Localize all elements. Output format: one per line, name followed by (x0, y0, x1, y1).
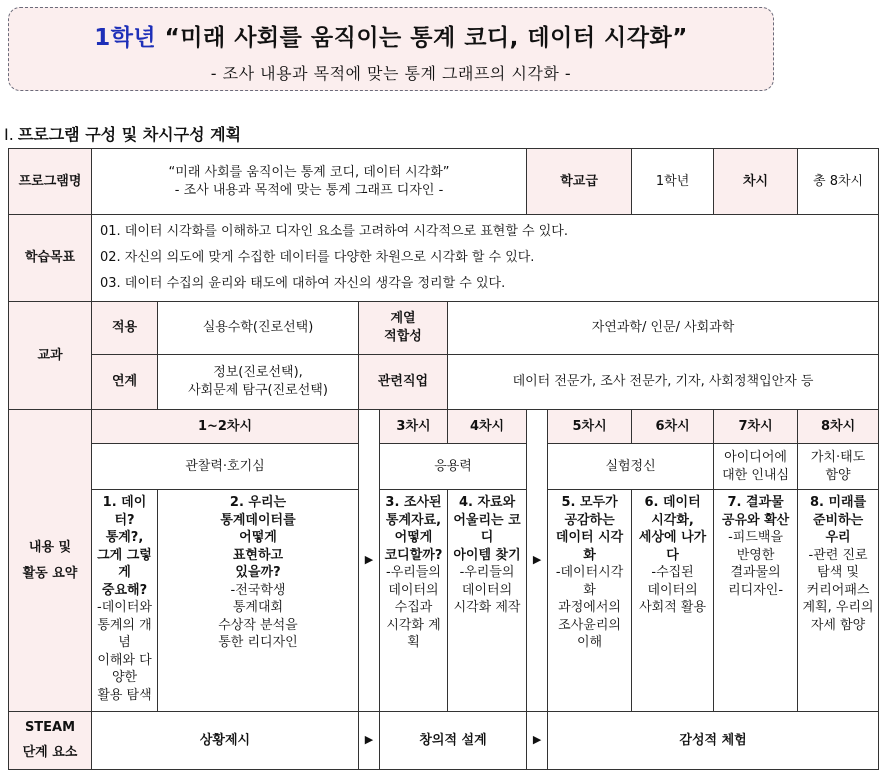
activity-desc: -우리들의 데이터의 시각화 제작 (453, 565, 521, 616)
activity-desc: -우리들의 데이터의 수집과 시각화 계획 (386, 565, 441, 651)
activities-label: 내용 및 활동 요약 (9, 410, 92, 712)
program-subtitle: - 조사 내용과 목적에 맞는 통계 그래프 디자인 - (174, 182, 444, 198)
activity-6 (632, 490, 714, 712)
program-label: 프로그램명 (9, 149, 92, 215)
activity-row (9, 490, 879, 712)
steam-stage-experience: 감성적 체험 (548, 712, 879, 770)
activity-4 (448, 490, 527, 712)
skill-row (9, 444, 879, 490)
school-level-label: 학교급 (527, 149, 632, 215)
job-value: 데이터 전문가, 조사 전문가, 기자, 사회정책입안자 등 (448, 355, 879, 410)
activity-desc: -전국학생 통계대회 수상작 분석을 통한 리디자인 (218, 582, 298, 651)
arrow-icon: ▶ (359, 712, 380, 770)
skill-experiment: 실험정신 (548, 444, 714, 490)
section-mark: Ⅰ. (4, 125, 14, 144)
activity-title: 5. 모두가 공감하는 데이터 시각화 (555, 495, 624, 563)
session-1-2: 1~2차시 (92, 410, 359, 444)
link-value: 정보(진로선택), 사회문제 탐구(진로선택) (158, 355, 359, 410)
activity-7 (714, 490, 798, 712)
activity-title: 6. 데이터 시각화, 세상에 나가다 (638, 495, 707, 563)
skill-application: 응용력 (380, 444, 527, 490)
activity-desc: -데이터시각화 과정에서의 조사윤리의 이해 (555, 565, 624, 651)
goals-list (92, 215, 879, 302)
activity-1 (92, 490, 158, 712)
steam-label: STEAM 단계 요소 (9, 712, 92, 770)
apply-value: 실용수학(진로선택) (158, 302, 359, 355)
session-4: 4차시 (448, 410, 527, 444)
goal-item: 01. 데이터 시각화를 이해하고 디자인 요소를 고려하여 시각적으로 표현할 수 있다. (100, 224, 568, 239)
job-label: 관련직업 (359, 355, 448, 410)
school-level-value: 1학년 (632, 149, 714, 215)
session-header-row (9, 410, 879, 444)
title-text: “미래 사회를 움직이는 통계 코디, 데이터 시각화” (164, 25, 688, 51)
activity-8 (798, 490, 879, 712)
steam-stage-situation: 상황제시 (92, 712, 359, 770)
program-plan-table (8, 148, 879, 770)
activity-3 (380, 490, 448, 712)
page-title (9, 19, 773, 52)
section-title: 프로그램 구성 및 차시구성 계획 (17, 125, 242, 144)
title-grade: 1학년 (94, 25, 157, 51)
arrow-icon: ▶ (359, 410, 380, 712)
activity-title: 7. 결과물 공유와 확산 (721, 495, 790, 528)
activity-title: 2. 우리는 통계데이터를 어떻게 표현하고 있을까? (220, 495, 296, 581)
subject-apply-row (9, 302, 879, 355)
activity-desc: -피드백을 반영한 결과물의 리디자인- (728, 530, 784, 598)
activity-desc: -수집된 데이터의 사회적 활용 (639, 565, 707, 616)
activity-title: 3. 조사된 통계자료, 어떻게 코디할까? (384, 495, 443, 563)
arrow-icon: ▶ (527, 712, 548, 770)
goals-label: 학습목표 (9, 215, 92, 302)
apply-label: 적용 (92, 302, 158, 355)
activity-title: 8. 미래를 준비하는 우리 (809, 495, 867, 546)
page-subtitle: - 조사 내용과 목적에 맞는 통계 그래프의 시각화 - (210, 64, 572, 83)
activity-2 (158, 490, 359, 712)
program-name-cell (92, 149, 527, 215)
arrow-icon: ▶ (527, 410, 548, 712)
activity-title: 4. 자료와 어울리는 코디 아이템 찾기 (453, 495, 521, 563)
activity-5 (548, 490, 632, 712)
activity-desc: -데이터와 통계의 개념 이해와 다양한 활용 탐색 (97, 600, 152, 704)
session-3: 3차시 (380, 410, 448, 444)
field-value: 자연과학/ 인문/ 사회과학 (448, 302, 879, 355)
title-banner (8, 7, 774, 91)
program-name: “미래 사회를 움직이는 통계 코디, 데이터 시각화” (168, 164, 450, 180)
goal-item: 02. 자신의 의도에 맞게 수집한 데이터를 다양한 차원으로 시각화 할 수 있다. (100, 250, 535, 265)
link-label: 연계 (92, 355, 158, 410)
subject-label: 교과 (9, 302, 92, 410)
session-5: 5차시 (548, 410, 632, 444)
sessions-label: 차시 (714, 149, 798, 215)
session-7: 7차시 (714, 410, 798, 444)
sessions-value: 총 8차시 (798, 149, 879, 215)
field-label: 계열 적합성 (359, 302, 448, 355)
subject-link-row (9, 355, 879, 410)
skill-values: 가치·태도 함양 (798, 444, 879, 490)
session-8: 8차시 (798, 410, 879, 444)
skill-observation: 관찰력·호기심 (92, 444, 359, 490)
skill-patience: 아이디어에 대한 인내심 (714, 444, 798, 490)
program-row (9, 149, 879, 215)
section-heading (4, 122, 241, 145)
steam-row (9, 712, 879, 770)
goal-item: 03. 데이터 수집의 윤리와 태도에 대하여 자신의 생각을 정리할 수 있다. (100, 276, 506, 291)
goals-row (9, 215, 879, 302)
session-6: 6차시 (632, 410, 714, 444)
steam-stage-design: 창의적 설계 (380, 712, 527, 770)
activity-title: 1. 데이터? 통계?, 그게 그렇게 중요해? (97, 495, 152, 598)
activity-desc: -관련 진로 탐색 및 커리어패스 계획, 우리의 자세 함양 (802, 547, 874, 633)
